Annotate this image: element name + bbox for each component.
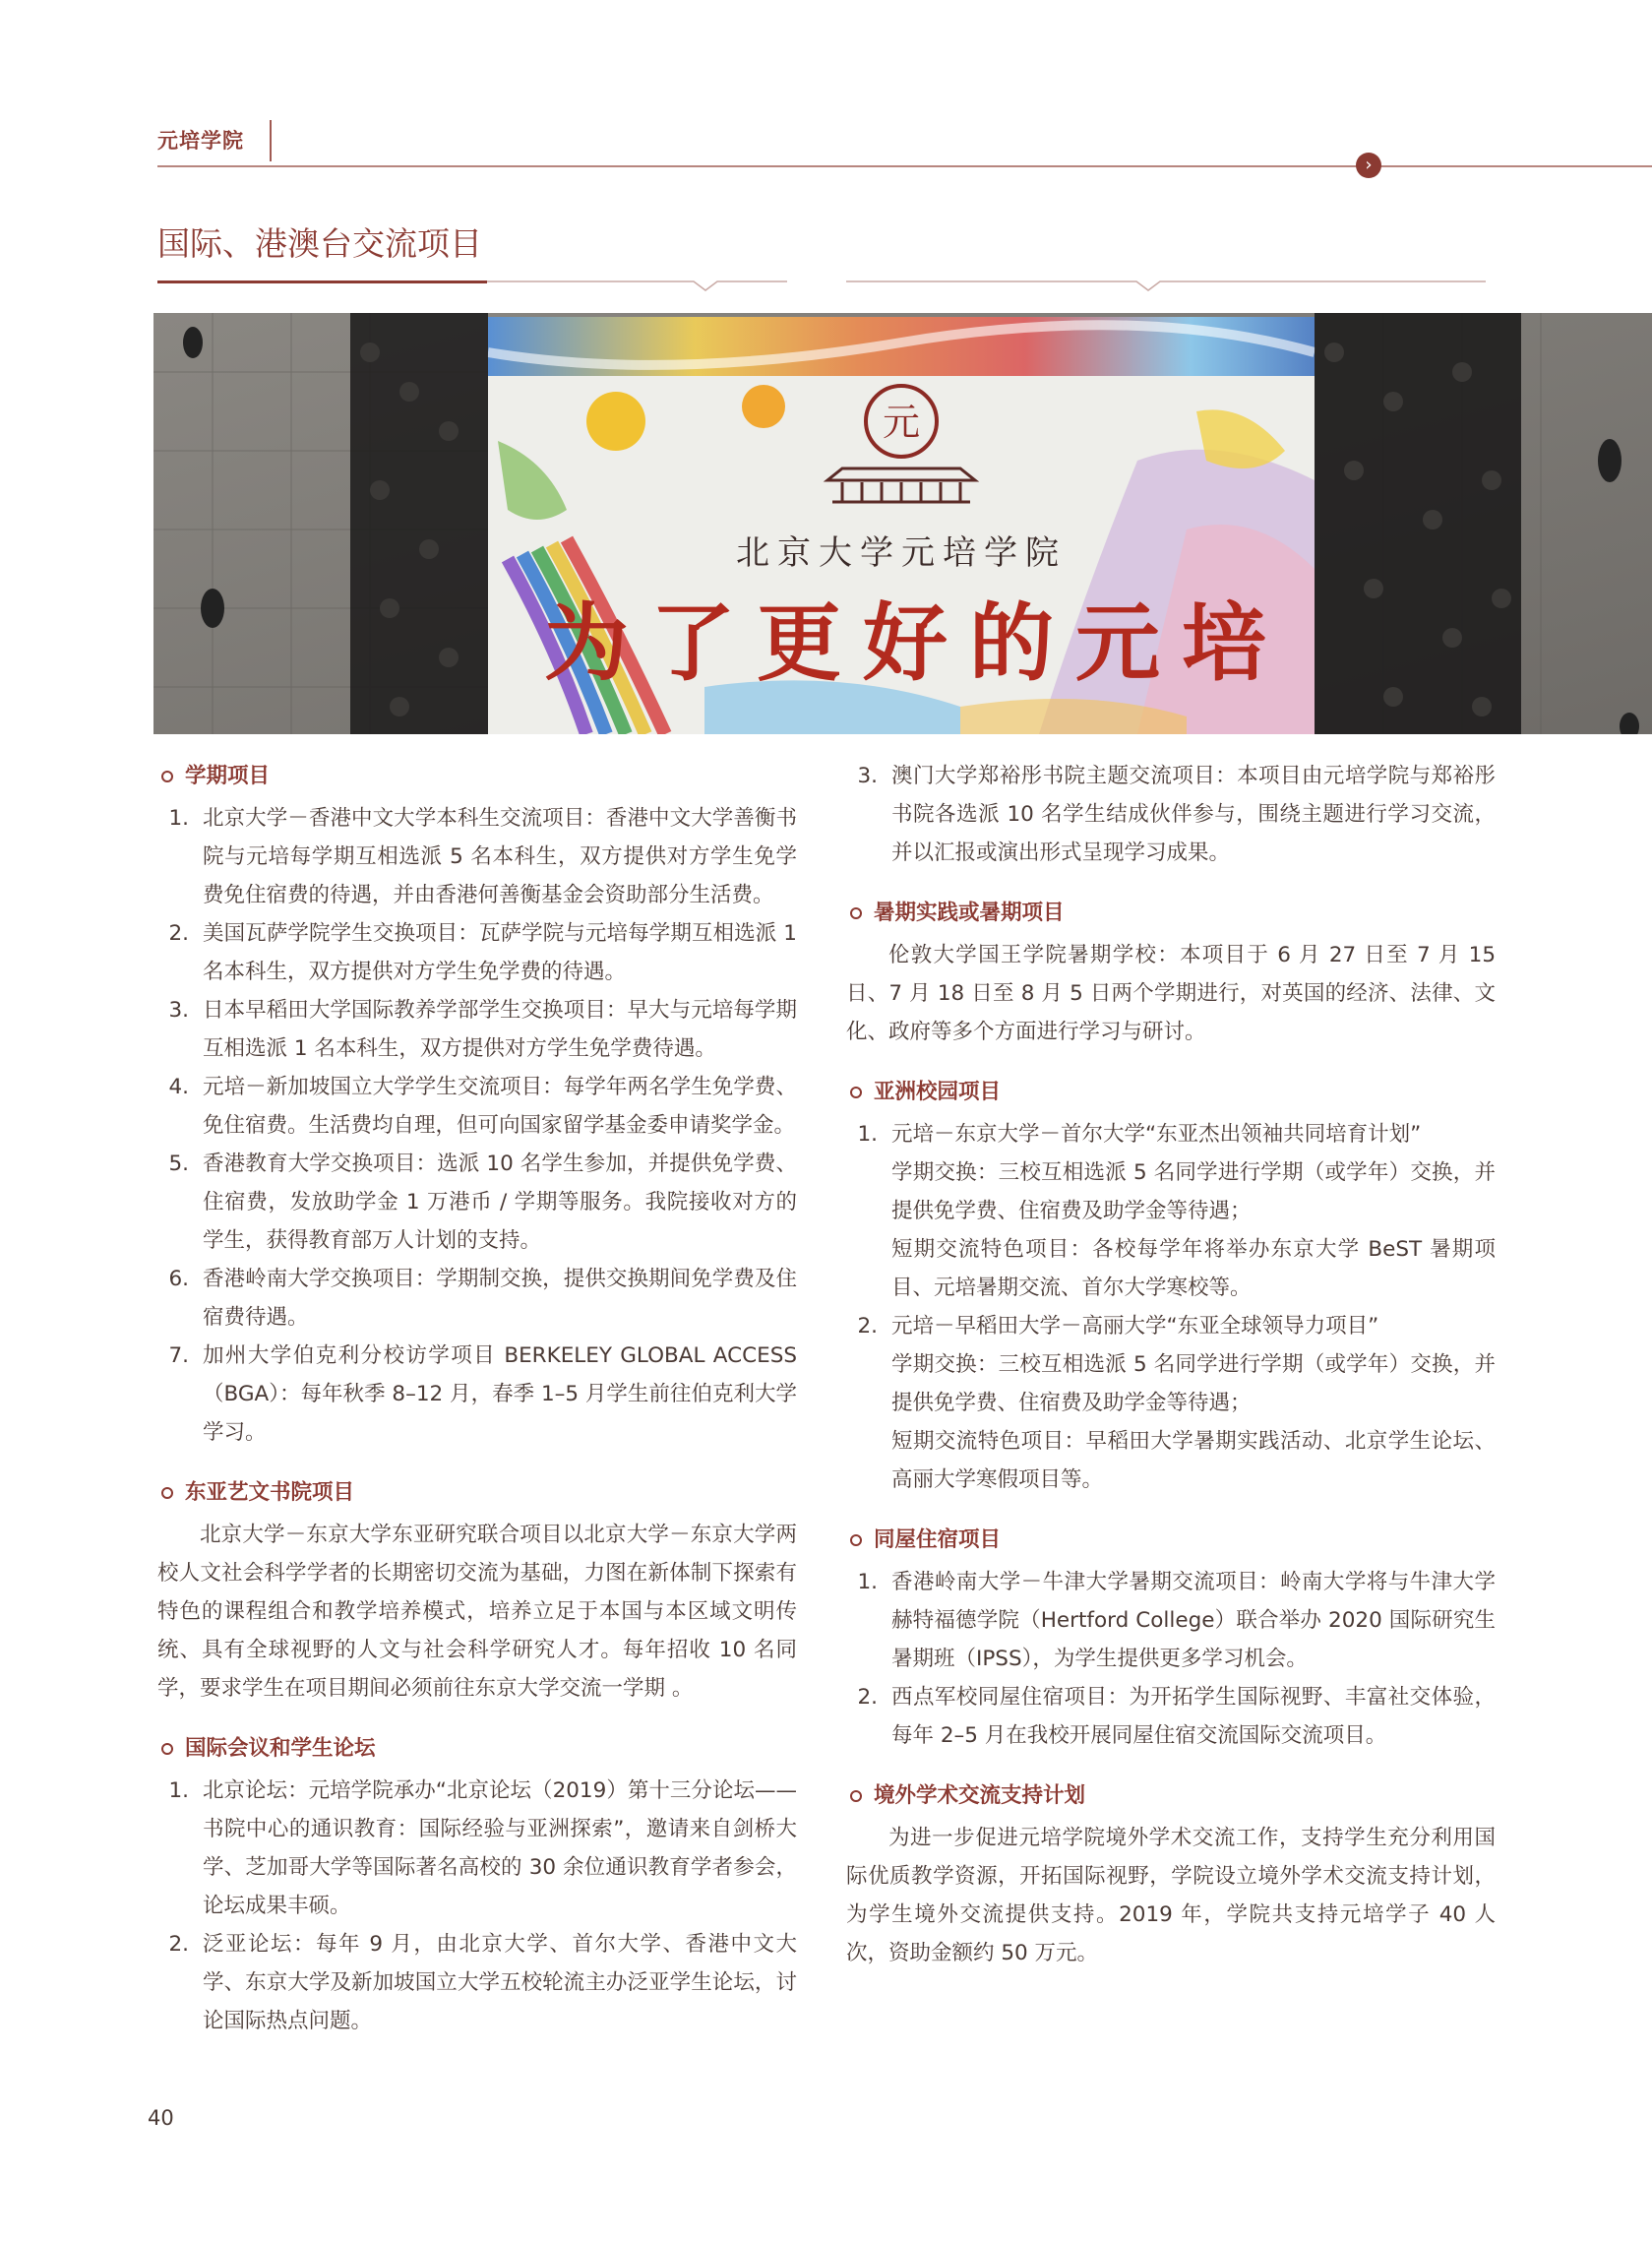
- section-title: 国际、港澳台交流项目: [157, 224, 482, 263]
- list-text: 西点军校同屋住宿项目：为开拓学生国际视野、丰富社交体验，每年 2–5 月在我校开展同屋住宿交流国际交流项目。: [891, 1685, 1496, 1748]
- list-text: 香港岭南大学－牛津大学暑期交流项目：岭南大学将与牛津大学赫特福德学院（Hertford College）联合举办 2020 国际研究生暑期班（IPSS），为学生提供更多学习机会。: [891, 1570, 1496, 1671]
- list-number: 2.: [857, 1314, 878, 1339]
- list-item: [157, 1772, 797, 1925]
- list-sub-text: 短期交流特色项目：各校每学年将举办东京大学 BeST 暑期项目、元培暑期交流、首尔大学寒校等。: [891, 1237, 1496, 1300]
- section-heading-text: 境外学术交流支持计划: [874, 1783, 1086, 1808]
- list-text: 香港岭南大学交换项目：学期制交换，提供交换期间免学费及住宿费待遇。: [203, 1267, 797, 1330]
- list-item: [157, 799, 797, 914]
- semester-list: [157, 799, 797, 1452]
- list-number: 2.: [857, 1685, 878, 1710]
- section-heading-text: 学期项目: [185, 764, 271, 788]
- list-text: 日本早稻田大学国际教养学部学生交换项目：早大与元培每学期互相选派 1 名本科生，双方提供对方学生免学费待遇。: [203, 998, 797, 1061]
- list-sub-item: [846, 1153, 1496, 1230]
- section-heading-roommate: [846, 1521, 1496, 1559]
- list-item: [846, 1307, 1496, 1345]
- chevron-right-icon: ›: [1356, 153, 1381, 178]
- title-decorative-rules: [487, 272, 1486, 291]
- left-column: [157, 757, 797, 2040]
- list-sub-item: [846, 1345, 1496, 1422]
- list-item: [157, 1337, 797, 1452]
- section-heading-support: [846, 1776, 1496, 1815]
- list-text: 美国瓦萨学院学生交换项目：瓦萨学院与元培每学期互相选派 1 名本科生，双方提供对方学生免学费的待遇。: [203, 921, 797, 984]
- list-text: 元培－早稻田大学－高丽大学“东亚全球领导力项目”: [891, 1314, 1379, 1339]
- photo-slogan: 为了更好的元培: [544, 593, 1288, 693]
- list-sub-item: [846, 1422, 1496, 1499]
- list-number: 1.: [168, 806, 189, 831]
- list-text: 泛亚论坛：每年 9 月，由北京大学、首尔大学、香港中文大学、东京大学及新加坡国立大学五校轮流主办泛亚学生论坛，讨论国际热点问题。: [203, 1932, 797, 2033]
- semester-list-continued: [846, 757, 1496, 872]
- list-item: [157, 1925, 797, 2040]
- section-heading-asia-campus: [846, 1073, 1496, 1111]
- list-text: 元培－东京大学－首尔大学“东亚杰出领袖共同培育计划”: [891, 1122, 1422, 1147]
- circle-bullet-icon: [161, 771, 173, 782]
- list-sub-item: [846, 1230, 1496, 1307]
- circle-bullet-icon: [850, 1534, 862, 1546]
- list-text: 香港教育大学交换项目：选派 10 名学生参加，并提供免学费、住宿费，发放助学金 1 万港币 / 学期等服务。我院接收对方的学生，获得教育部万人计划的支持。: [203, 1152, 797, 1253]
- section-heading-text: 同屋住宿项目: [874, 1527, 1002, 1552]
- page-number: 40: [148, 2106, 174, 2130]
- section-heading-forums: [157, 1729, 797, 1768]
- list-number: 1.: [168, 1778, 189, 1803]
- section-heading-text: 东亚艺文书院项目: [185, 1480, 355, 1505]
- list-number: 5.: [168, 1152, 189, 1176]
- list-number: 2.: [168, 921, 189, 946]
- asia-campus-list: [846, 1115, 1496, 1499]
- photo-logo-char: 元: [882, 401, 921, 444]
- list-number: 7.: [168, 1343, 189, 1368]
- banner-photo-art: [153, 313, 1652, 734]
- list-text: 元培－新加坡国立大学学生交流项目：每学年两名学生免学费、免住宿费。生活费均自理，但可向国家留学基金委申请奖学金。: [203, 1075, 797, 1138]
- circle-bullet-icon: [850, 907, 862, 919]
- section-heading-semester: [157, 757, 797, 795]
- list-item: [846, 1115, 1496, 1153]
- east-asia-paragraph: 北京大学－东京大学东亚研究联合项目以北京大学－东京大学两校人文社会科学学者的长期密切交流为基础，力图在新体制下探索有特色的课程组合和教学培养模式，培养立足于本国与本区域文明传统、具有全球视野的人文与社会科学研究人才。每年招收 10 名同学，要求学生在项目期间必须前往东京大学交流一学期 。: [157, 1523, 797, 1701]
- forums-list: [157, 1772, 797, 2040]
- list-text: 澳门大学郑裕彤书院主题交流项目：本项目由元培学院与郑裕彤书院各选派 10 名学生结成伙伴参与，围绕主题进行学习交流，并以汇报或演出形式呈现学习成果。: [891, 764, 1496, 865]
- list-text: 北京论坛：元培学院承办“北京论坛（2019）第十三分论坛——书院中心的通识教育：国际经验与亚洲探索”，邀请来自剑桥大学、芝加哥大学等国际著名高校的 30 余位通识教育学者参会，论坛成果丰硕。: [203, 1778, 797, 1918]
- list-number: 2.: [168, 1932, 189, 1957]
- right-column: [846, 757, 1496, 1972]
- list-text: 北京大学－香港中文大学本科生交流项目：香港中文大学善衡书院与元培每学期互相选派 5 名本科生，双方提供对方学生免学费免住宿费的待遇，并由香港何善衡基金会资助部分生活费。: [203, 806, 797, 907]
- list-sub-text: 短期交流特色项目：早稻田大学暑期实践活动、北京学生论坛、高丽大学寒假项目等。: [891, 1429, 1496, 1492]
- list-number: 3.: [857, 764, 878, 788]
- list-item: [157, 1145, 797, 1260]
- list-item: [157, 1260, 797, 1337]
- list-item: [157, 991, 797, 1068]
- circle-bullet-icon: [161, 1487, 173, 1499]
- list-item: [846, 757, 1496, 872]
- header-label: 元培学院: [157, 129, 244, 153]
- list-number: 1.: [857, 1570, 878, 1594]
- list-item: [157, 914, 797, 991]
- list-number: 4.: [168, 1075, 189, 1099]
- section-heading-text: 暑期实践或暑期项目: [874, 901, 1065, 925]
- header-divider-tick: [270, 120, 272, 161]
- section-heading-text: 亚洲校园项目: [874, 1080, 1002, 1104]
- list-number: 6.: [168, 1267, 189, 1291]
- list-item: [846, 1563, 1496, 1678]
- list-item: [157, 1068, 797, 1145]
- photo-subtitle: 北京大学元培学院: [736, 533, 1067, 573]
- section-heading-text: 国际会议和学生论坛: [185, 1736, 376, 1761]
- section-heading-summer: [846, 894, 1496, 932]
- circle-bullet-icon: [161, 1743, 173, 1755]
- list-number: 1.: [857, 1122, 878, 1147]
- list-text: 加州大学伯克利分校访学项目 BERKELEY GLOBAL ACCESS（BGA）：每年秋季 8–12 月，春季 1–5 月学生前往伯克利大学学习。: [203, 1343, 797, 1445]
- header-rule: [157, 165, 1652, 167]
- list-sub-text: 学期交换：三校互相选派 5 名同学进行学期（或学年）交换，并提供免学费、住宿费及助学金等待遇；: [891, 1352, 1496, 1415]
- banner-photo: [153, 313, 1652, 734]
- section-heading-east-asia: [157, 1473, 797, 1512]
- list-item: [846, 1678, 1496, 1755]
- list-number: 3.: [168, 998, 189, 1023]
- list-sub-text: 学期交换：三校互相选派 5 名同学进行学期（或学年）交换，并提供免学费、住宿费及助学金等待遇；: [891, 1160, 1496, 1223]
- summer-paragraph: 伦敦大学国王学院暑期学校：本项目于 6 月 27 日至 7 月 15 日、7 月 18 日至 8 月 5 日两个学期进行，对英国的经济、法律、文化、政府等多个方面进行学习与研讨。: [846, 943, 1496, 1044]
- support-paragraph: 为进一步促进元培学院境外学术交流工作，支持学生充分利用国际优质教学资源，开拓国际视野，学院设立境外学术交流支持计划，为学生境外交流提供支持。2019 年，学院共支持元培学子 40 人次，资助金额约 50 万元。: [846, 1826, 1496, 1965]
- circle-bullet-icon: [850, 1087, 862, 1098]
- title-underline: [157, 280, 487, 283]
- roommate-list: [846, 1563, 1496, 1755]
- circle-bullet-icon: [850, 1790, 862, 1802]
